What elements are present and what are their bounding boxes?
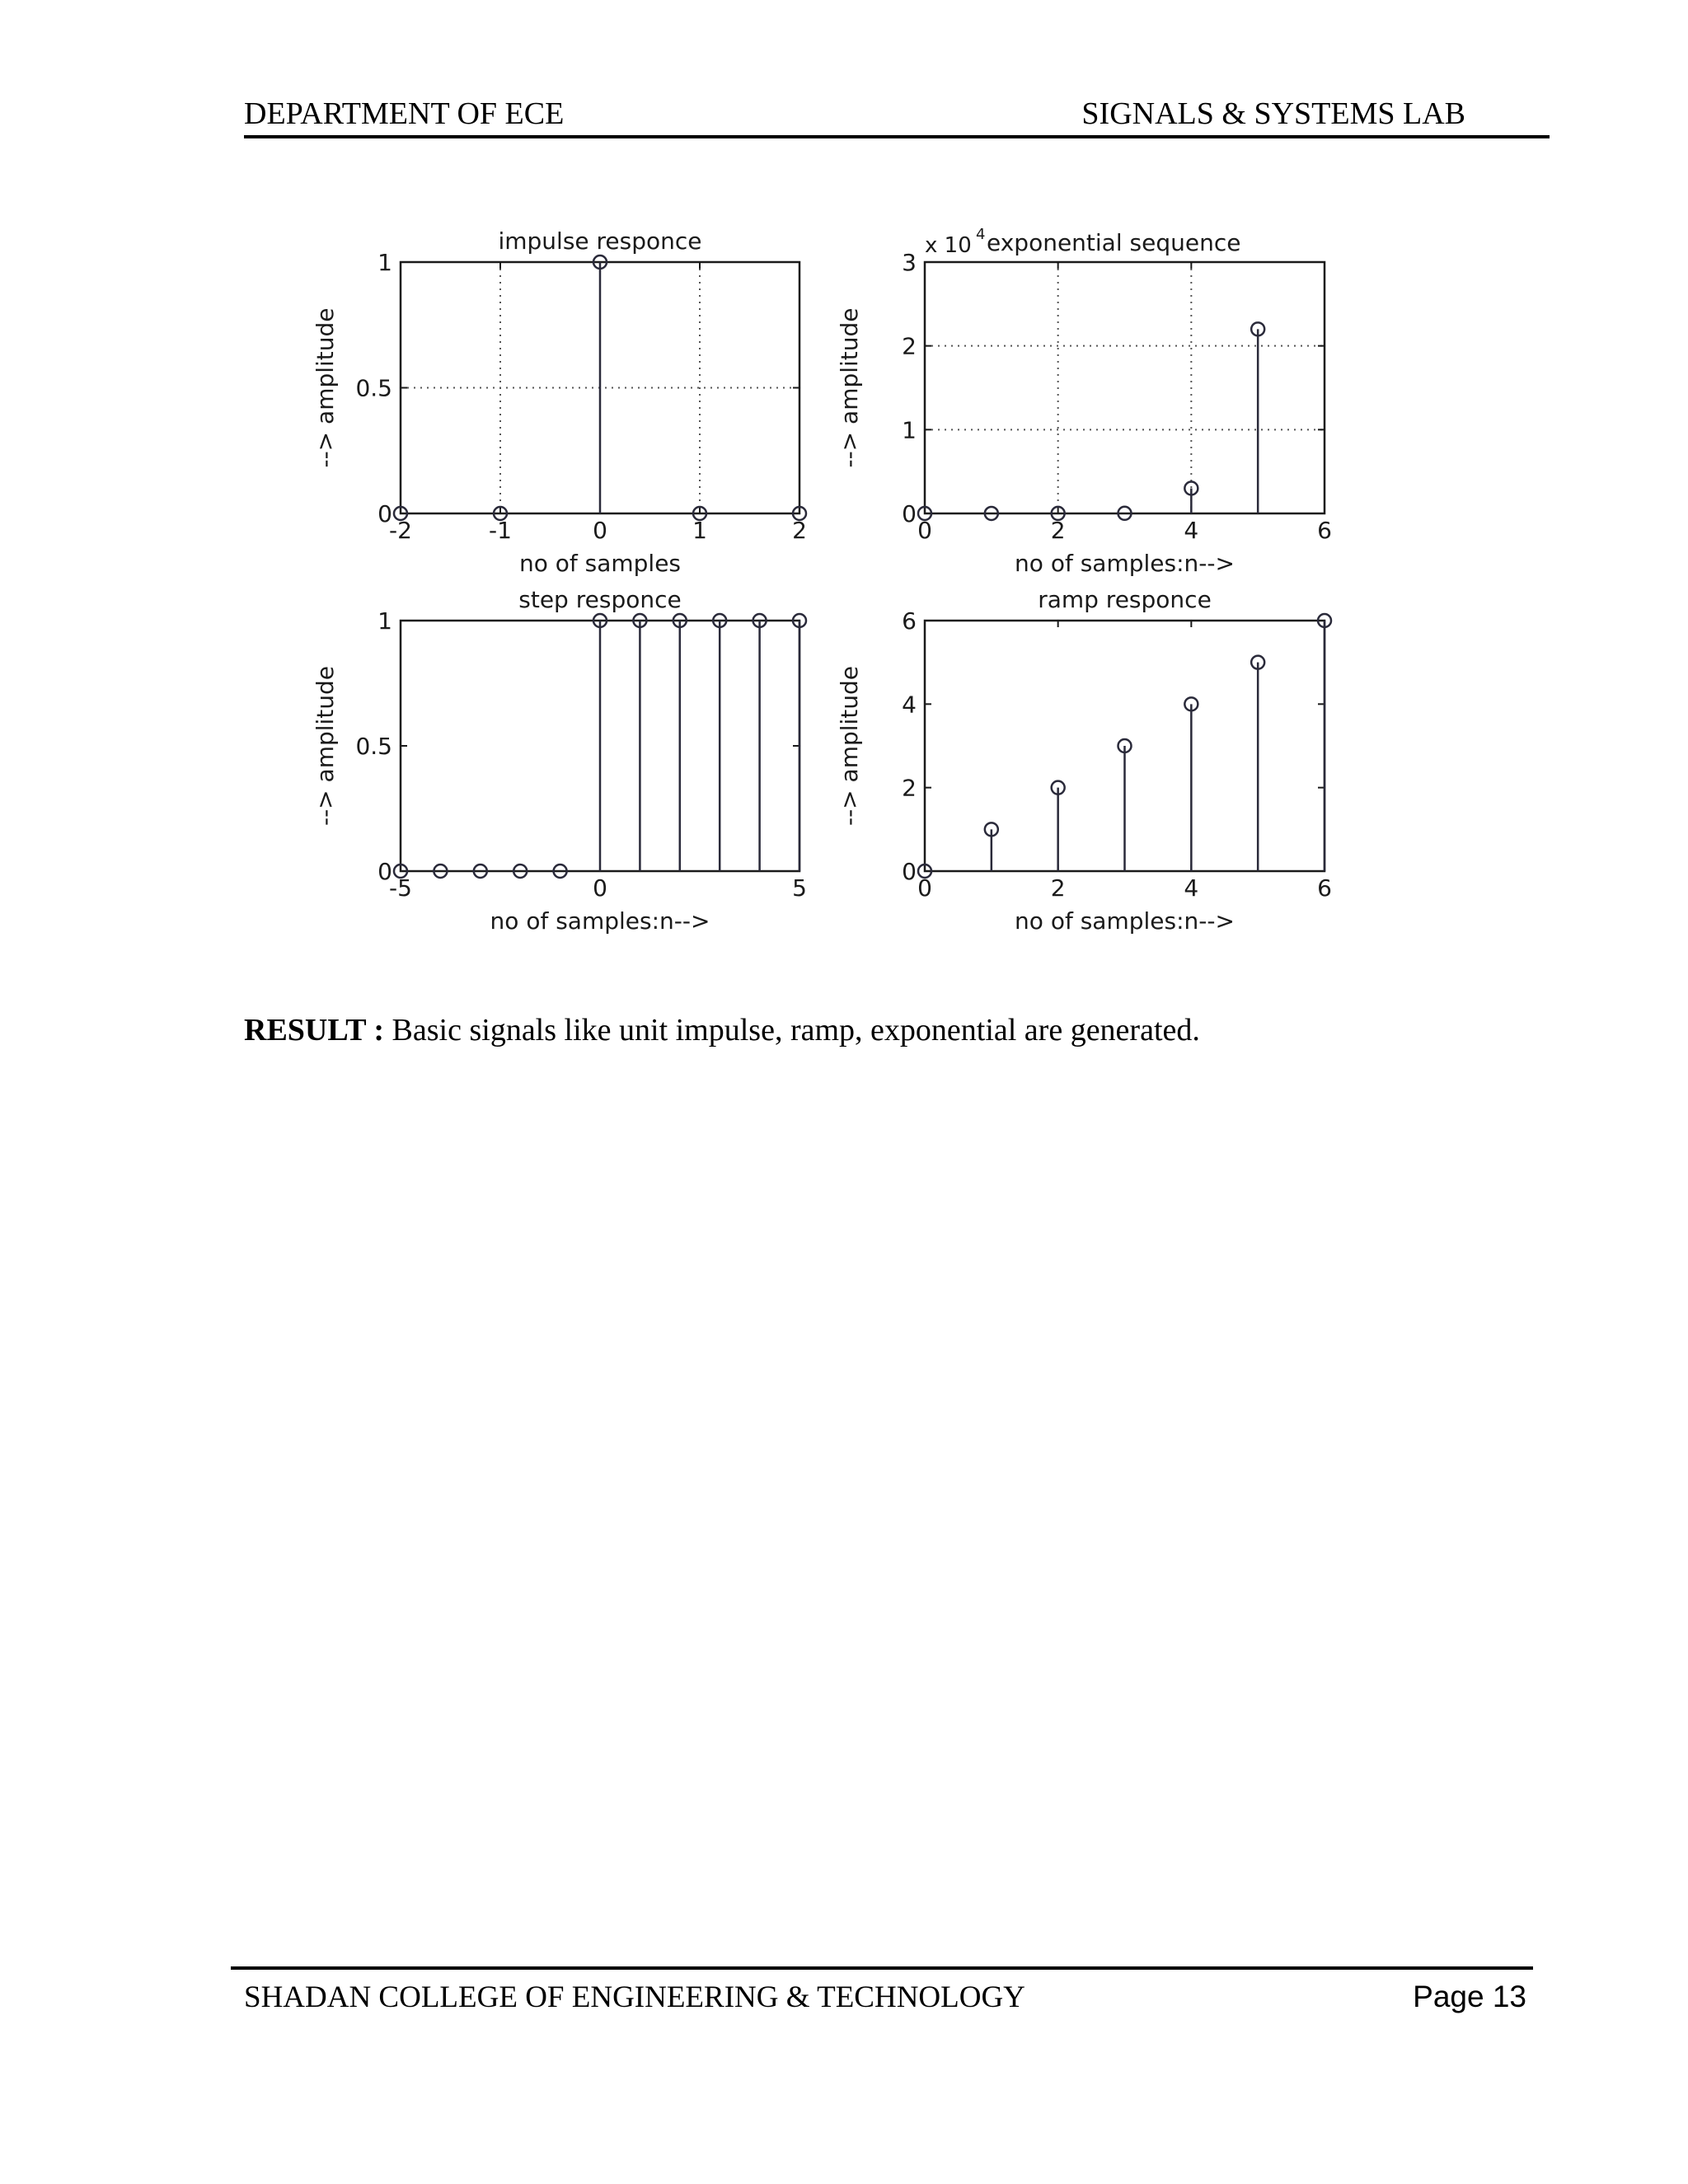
header-department: DEPARTMENT OF ECE — [244, 96, 565, 131]
plot3-x-tick-label-1: 0 — [593, 874, 607, 902]
plot1-x-axis-label: no of samples — [518, 550, 682, 577]
plot3-x-tick-label-0: -5 — [389, 874, 412, 902]
plot4-title: ramp responce — [1038, 586, 1212, 613]
plot2-multiplier: x 10 — [925, 233, 972, 258]
plot2-y-tick-label-3: 3 — [902, 249, 917, 276]
plot4-x-axis-label: no of samples:n--> — [1015, 907, 1235, 935]
result-text: Basic signals like unit impulse, ramp, exponential are generated. — [384, 1013, 1200, 1047]
footer-page-number: Page 13 — [1413, 1980, 1526, 2013]
footer-college: SHADAN COLLEGE OF ENGINEERING & TECHNOLOGY — [244, 1980, 1025, 2014]
plot1-x-tick-label-3: 1 — [692, 517, 707, 544]
plot1-y-tick-label-0: 0 — [377, 500, 392, 527]
plot1-y-axis-label: --> amplitude — [312, 307, 339, 468]
plot2-x-tick-label-0: 0 — [917, 517, 932, 544]
signal-plots-figure — [0, 0, 1688, 972]
plot4-y-tick-label-2: 4 — [902, 691, 917, 719]
plot4-y-axis-label: --> amplitude — [836, 665, 863, 827]
plot4-y-tick-label-1: 2 — [902, 774, 917, 802]
plot3-y-axis-label: --> amplitude — [312, 665, 339, 827]
plot3-title: step responce — [518, 586, 682, 613]
plot2-y-tick-label-1: 1 — [902, 416, 917, 444]
plot1-x-tick-label-2: 0 — [593, 517, 607, 544]
plot4-x-tick-label-3: 6 — [1317, 874, 1332, 902]
plot2-x-axis-label: no of samples:n--> — [1015, 550, 1235, 577]
plot3-y-tick-label-2: 1 — [377, 607, 392, 635]
plot4-x-tick-label-2: 4 — [1184, 874, 1199, 902]
plot1-y-tick-label-1: 0.5 — [355, 374, 392, 402]
plot2-y-axis-label: --> amplitude — [836, 307, 863, 468]
plot1-x-tick-label-4: 2 — [792, 517, 807, 544]
plot2-multiplier-exponent: 4 — [976, 226, 986, 243]
plot4-x-tick-label-1: 2 — [1050, 874, 1066, 902]
plot1-x-tick-label-0: -2 — [389, 517, 412, 544]
plot3-y-tick-label-1: 0.5 — [355, 733, 392, 760]
header-lab-title: SIGNALS & SYSTEMS LAB — [1081, 96, 1465, 131]
plot4-y-tick-label-0: 0 — [902, 858, 917, 885]
plot3-x-axis-label: no of samples:n--> — [490, 907, 710, 935]
result-paragraph — [244, 1012, 1200, 1048]
footer-rule — [231, 1966, 1533, 1970]
plot1-x-tick-label-1: -1 — [489, 517, 512, 544]
plot4-x-tick-label-0: 0 — [917, 874, 932, 902]
plot2-y-tick-label-2: 2 — [902, 332, 917, 360]
result-label: RESULT : — [244, 1013, 385, 1047]
plot2-x-tick-label-3: 6 — [1317, 517, 1332, 544]
plot1-title: impulse responce — [498, 227, 702, 255]
plot2-title: exponential sequence — [987, 229, 1241, 256]
plot2-axes-box — [925, 262, 1325, 513]
plot2-x-tick-label-2: 4 — [1184, 517, 1199, 544]
plot1-y-tick-label-2: 1 — [377, 249, 392, 276]
plot2-x-tick-label-1: 2 — [1050, 517, 1066, 544]
plot3-y-tick-label-0: 0 — [377, 858, 392, 885]
plot2-y-tick-label-0: 0 — [902, 500, 917, 527]
plot3-x-tick-label-2: 5 — [792, 874, 807, 902]
plot4-y-tick-label-3: 6 — [902, 607, 917, 635]
